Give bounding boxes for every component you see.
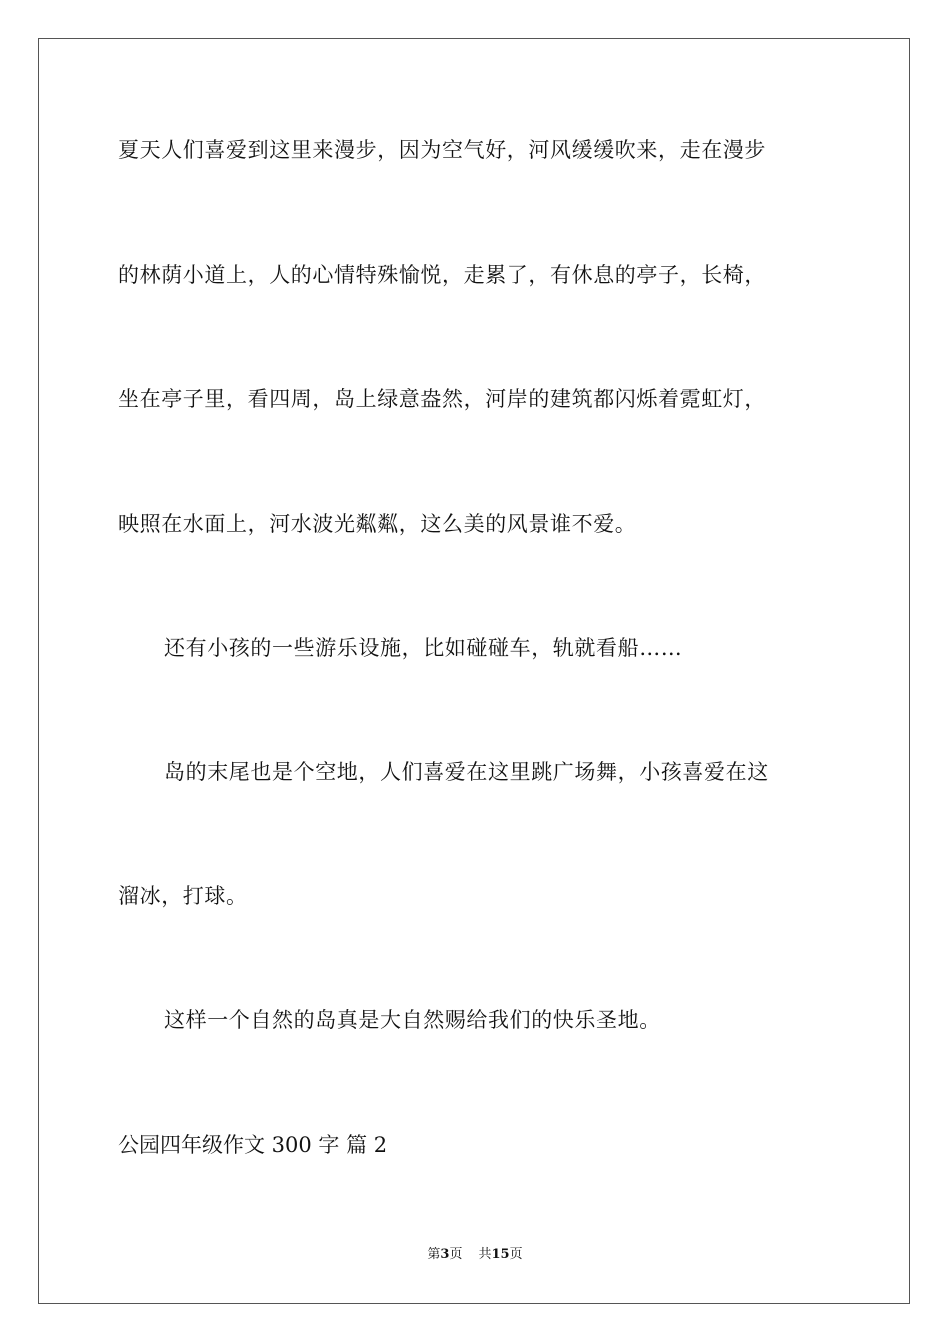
page-prefix: 第 bbox=[427, 1247, 441, 1262]
paragraph-line: 岛的末尾也是个空地，人们喜爱在这里跳广场舞，小孩喜爱在这 bbox=[164, 760, 769, 784]
total-pages: 15 bbox=[491, 1247, 510, 1262]
page-suffix: 页 bbox=[449, 1247, 463, 1262]
page-number: 3 bbox=[440, 1247, 450, 1262]
paragraph-line: 映照在水面上，河水波光粼粼，这么美的风景谁不爱。 bbox=[118, 512, 637, 536]
paragraph-line: 还有小孩的一些游乐设施，比如碰碰车，轨就看船…… bbox=[164, 636, 683, 660]
paragraph-line: 坐在亭子里，看四周，岛上绿意盎然，河岸的建筑都闪烁着霓虹灯， bbox=[118, 387, 766, 411]
page-frame bbox=[38, 38, 910, 1304]
section-heading: 公园四年级作文 300 字 篇 2 bbox=[118, 1133, 388, 1157]
page-footer bbox=[0, 1246, 950, 1264]
paragraph-line: 的林荫小道上，人的心情特殊愉悦，走累了，有休息的亭子，长椅， bbox=[118, 263, 766, 287]
total-prefix: 共 bbox=[478, 1247, 492, 1262]
paragraph-line: 夏天人们喜爱到这里来漫步，因为空气好，河风缓缓吹来，走在漫步 bbox=[118, 138, 766, 162]
paragraph-line: 这样一个自然的岛真是大自然赐给我们的快乐圣地。 bbox=[164, 1008, 661, 1032]
paragraph-line: 溜冰，打球。 bbox=[118, 884, 248, 908]
total-suffix: 页 bbox=[509, 1247, 523, 1262]
